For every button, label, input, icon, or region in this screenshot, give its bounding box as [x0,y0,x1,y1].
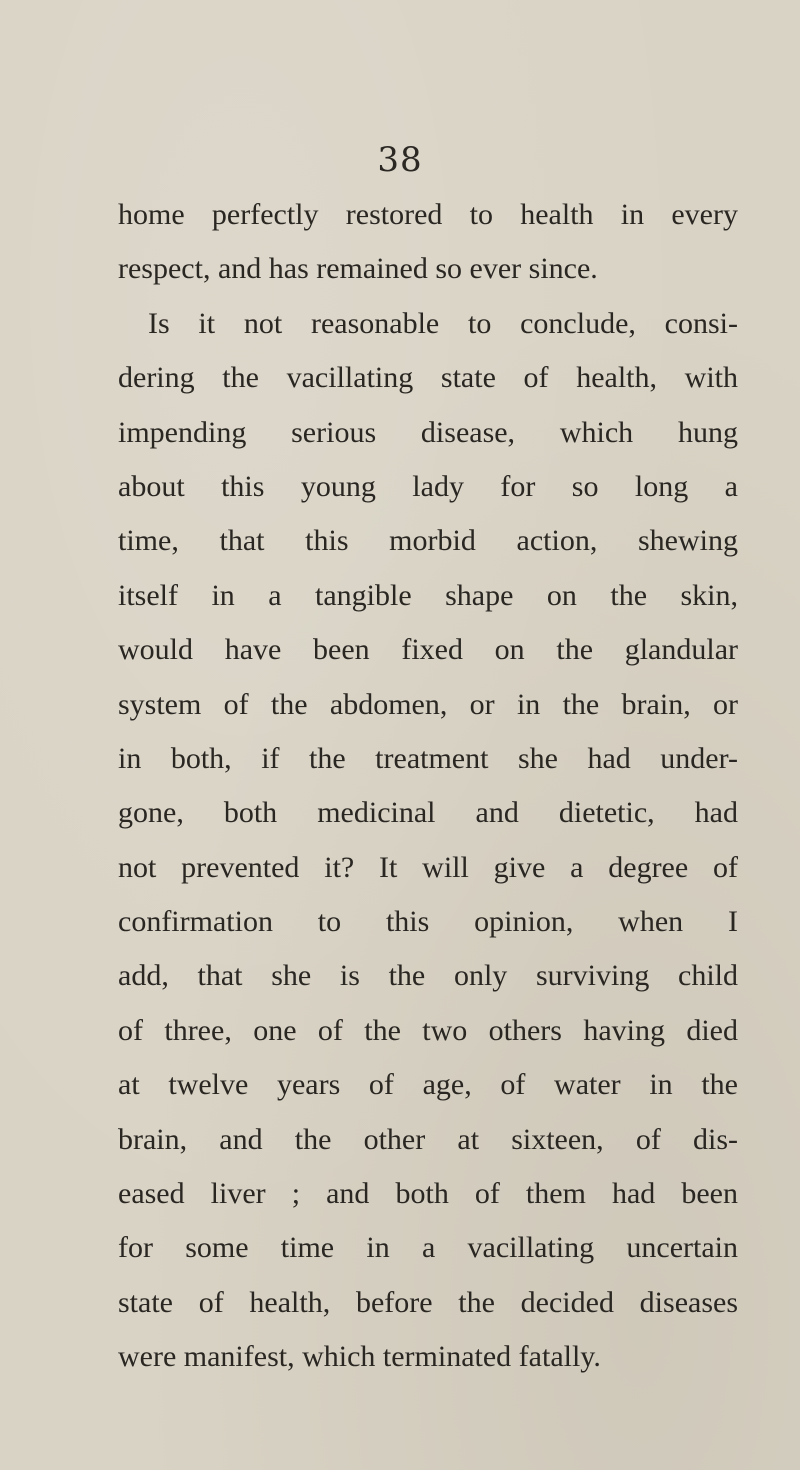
text-line: confirmation to this opinion, when I [118,905,738,939]
text-line: system of the abdomen, or in the brain, or [118,687,738,721]
text-line: dering the vacillating state of health, with [118,361,738,395]
body-text [118,188,738,1385]
text-line: itself in a tangible shape on the skin, [118,578,738,612]
text-line: would have been fixed on the glandular [118,633,738,667]
text-line: not prevented it? It will give a degree of [118,850,738,884]
page-number: 38 [377,140,423,180]
text-line: were manifest, which terminated fatally. [118,1340,601,1374]
text-line: of three, one of the two others having died [118,1013,738,1047]
text-line: state of health, before the decided diseases [118,1285,738,1319]
text-line: respect, and has remained so ever since. [118,252,598,286]
text-line: about this young lady for so long a [118,469,738,503]
text-line: for some time in a vacillating uncertain [118,1231,738,1265]
text-line: in both, if the treatment she had under- [118,741,738,775]
text-line: add, that she is the only surviving child [118,959,738,993]
text-line: eased liver ; and both of them had been [118,1177,738,1211]
text-line: home perfectly restored to health in every [118,198,738,231]
text-line: impending serious disease, which hung [118,415,738,449]
text-line: time, that this morbid action, shewing [118,524,738,558]
text-line: gone, both medicinal and dietetic, had [118,796,738,830]
text-line: Is it not reasonable to conclude, consi- [148,306,738,340]
text-line: at twelve years of age, of water in the [118,1068,738,1102]
text-line: brain, and the other at sixteen, of dis- [118,1122,738,1156]
